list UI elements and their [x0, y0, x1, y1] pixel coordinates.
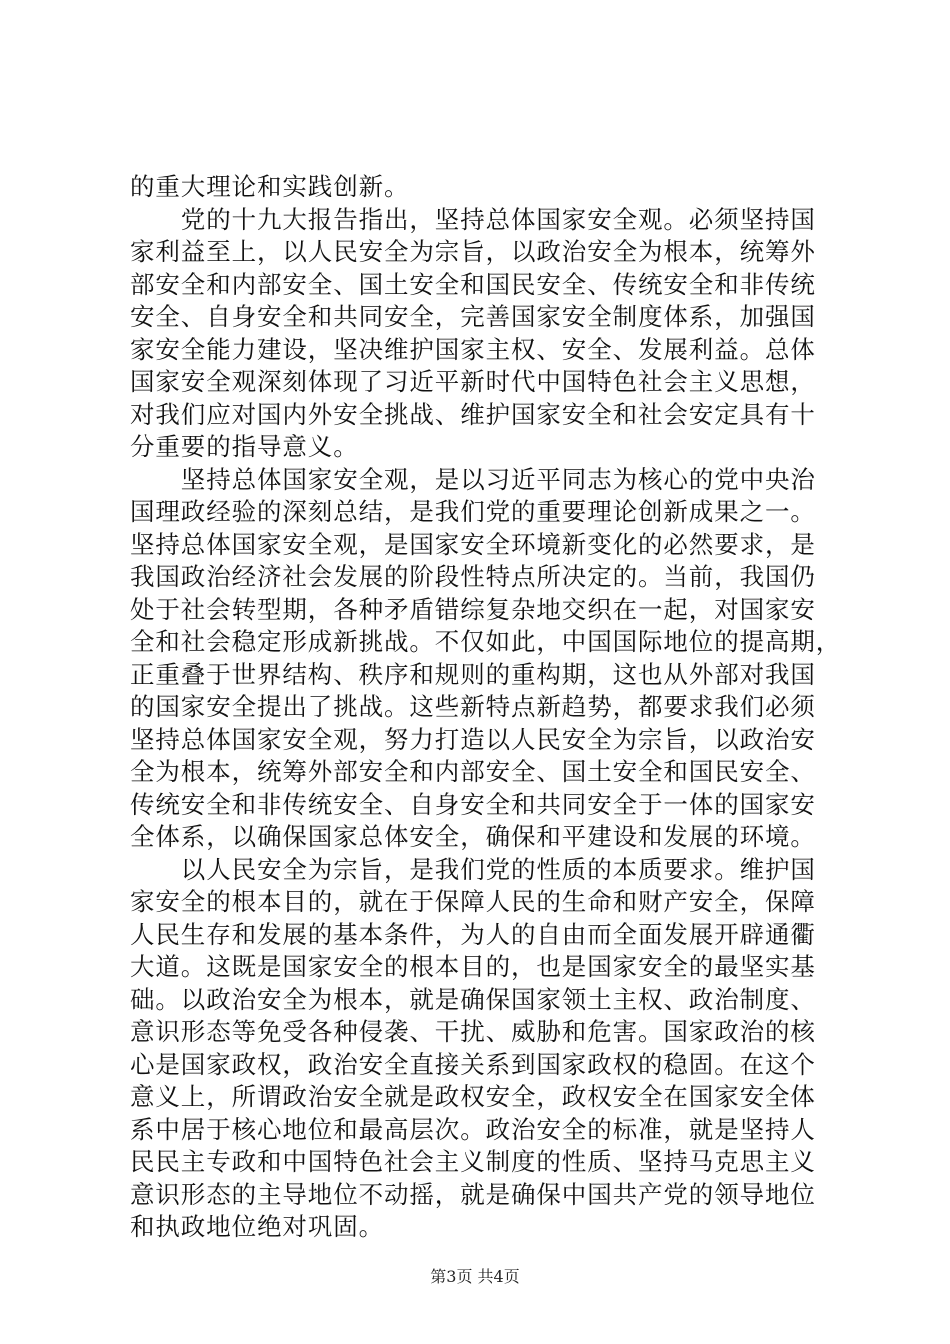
text-line: 全体系，以确保国家总体安全，确保和平建设和发展的环境。: [130, 822, 816, 851]
text-line: 我国政治经济社会发展的阶段性特点所决定的。当前，我国仍: [130, 562, 816, 591]
text-line: 家安全能力建设，坚决维护国家主权、安全、发展利益。总体: [130, 334, 816, 364]
text-line: 意识形态等免受各种侵袭、干扰、威胁和危害。国家政治的核: [130, 1017, 816, 1046]
text-line: 传统安全和非传统安全、自身安全和共同安全于一体的国家安: [130, 789, 816, 819]
text-line: 础。以政治安全为根本，就是确保国家领土主权、政治制度、: [130, 984, 816, 1014]
text-line: 国家安全观深刻体现了习近平新时代中国特色社会主义思想，: [130, 367, 816, 396]
text-line: 坚持总体国家安全观，是以习近平同志为核心的党中央治: [130, 464, 816, 494]
text-line: 民民主专政和中国特色社会主义制度的性质、坚持马克思主义: [130, 1147, 816, 1176]
text-line: 和执政地位绝对巩固。: [130, 1212, 384, 1241]
text-line: 心是国家政权，政治安全直接关系到国家政权的稳固。在这个: [130, 1049, 816, 1079]
text-line: 部安全和内部安全、国土安全和国民安全、传统安全和非传统: [130, 269, 816, 299]
text-line: 正重叠于世界结构、秩序和规则的重构期，这也从外部对我国: [130, 659, 816, 689]
text-line: 全和社会稳定形成新挑战。不仅如此，中国国际地位的提高期，: [130, 627, 842, 656]
text-line: 意义上，所谓政治安全就是政权安全，政权安全在国家安全体: [130, 1082, 816, 1111]
text-line: 分重要的指导意义。: [130, 432, 359, 461]
text-line: 人民生存和发展的基本条件，为人的自由而全面发展开辟通衢: [130, 919, 816, 949]
text-line: 坚持总体国家安全观，努力打造以人民安全为宗旨，以政治安: [130, 724, 816, 754]
text-line: 的重大理论和实践创新。: [130, 172, 410, 201]
text-line: 对我们应对国内外安全挑战、维护国家安全和社会安定具有十: [130, 399, 816, 429]
text-line: 国理政经验的深刻总结，是我们党的重要理论创新成果之一。: [130, 497, 816, 526]
text-line: 的国家安全提出了挑战。这些新特点新趋势，都要求我们必须: [130, 692, 816, 721]
text-line: 以人民安全为宗旨，是我们党的性质的本质要求。维护国: [130, 854, 816, 884]
text-line: 安全、自身安全和共同安全，完善国家安全制度体系，加强国: [130, 302, 816, 331]
text-line: 意识形态的主导地位不动摇，就是确保中国共产党的领导地位: [130, 1179, 816, 1209]
text-line: 处于社会转型期，各种矛盾错综复杂地交织在一起，对国家安: [130, 594, 816, 624]
text-line: 家利益至上，以人民安全为宗旨，以政治安全为根本，统筹外: [130, 237, 816, 266]
text-line: 家安全的根本目的，就在于保障人民的生命和财产安全，保障: [130, 887, 816, 916]
text-line: 大道。这既是国家安全的根本目的，也是国家安全的最坚实基: [130, 952, 816, 981]
page-footer: 第3页 共4页: [430, 1267, 520, 1286]
text-line: 全为根本，统筹外部安全和内部安全、国土安全和国民安全、: [130, 757, 816, 786]
body-text: [130, 171, 842, 1244]
text-line: 党的十九大报告指出，坚持总体国家安全观。必须坚持国: [130, 204, 816, 234]
text-line: 系中居于核心地位和最高层次。政治安全的标准，就是坚持人: [130, 1114, 816, 1144]
text-line: 坚持总体国家安全观，是国家安全环境新变化的必然要求，是: [130, 529, 816, 559]
